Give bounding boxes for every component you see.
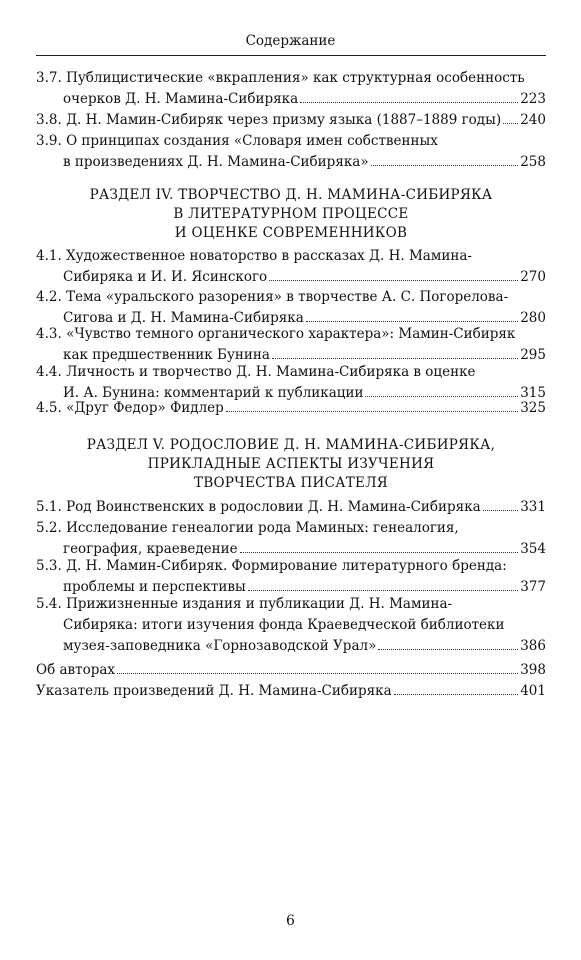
dot-leader (226, 411, 518, 412)
toc-entry-3-9[interactable] (36, 131, 546, 173)
section-title-line: ТВОРЧЕСТВА ПИСАТЕЛЯ (194, 475, 388, 491)
page-ref: 223 (520, 91, 546, 107)
entry-title-line: Публицистические «вкрапления» как структурная особенность (66, 70, 525, 86)
dot-leader (117, 673, 518, 674)
entry-number: 4.3. (36, 326, 62, 342)
page-ref: 325 (520, 400, 546, 416)
section-title-line: ПРИКЛАДНЫЕ АСПЕКТЫ ИЗУЧЕНИЯ (147, 456, 435, 472)
entry-number: 3.9. (36, 133, 62, 149)
section-4-title (36, 186, 546, 243)
header-rule (36, 55, 546, 56)
entry-title-line: Род Воинственских в родословии Д. Н. Мамина-Сибиряка (66, 499, 481, 515)
entry-title-line: И. А. Бунина: комментарий к публикации (63, 385, 364, 401)
page-ref: 386 (520, 638, 546, 654)
toc-entry-3-7[interactable] (36, 68, 546, 110)
entry-title-line: О принципах создания «Словаря имен собственных (66, 133, 438, 149)
entry-title-line: в произведениях Д. Н. Мамина-Сибиряка» (63, 154, 369, 170)
entry-title-line: Сигова и Д. Н. Мамина-Сибиряка (63, 310, 304, 326)
page-ref: 401 (520, 683, 546, 699)
dot-leader (300, 102, 518, 103)
dot-leader (306, 321, 518, 322)
entry-title-line: география, краеведение (63, 541, 238, 557)
entry-title-line: Д. Н. Мамин-Сибиряк через призму языка (1887–1889 годы) (66, 112, 502, 128)
entry-title-line: Указатель произведений Д. Н. Мамина-Сибиряка (36, 683, 392, 699)
dot-leader (365, 396, 518, 397)
toc-entry-4-2[interactable] (36, 287, 546, 329)
entry-title-line: «Чувство темного органического характера»: Мамин-Сибиряк (66, 326, 516, 342)
entry-title-line: Личность и творчество Д. Н. Мамина-Сибиряка в оценке (66, 364, 476, 380)
entry-number: 5.2. (36, 520, 62, 536)
running-head: Содержание (245, 33, 336, 49)
entry-title-line: Тема «уральского разорения» в творчестве А. С. Погорелова- (66, 289, 509, 305)
toc-entry-about-authors[interactable] (36, 660, 546, 681)
dot-leader (240, 552, 519, 553)
dot-leader (269, 280, 518, 281)
entry-number: 3.7. (36, 70, 62, 86)
page-ref: 295 (520, 347, 546, 363)
toc-entry-works-index[interactable] (36, 681, 546, 702)
page-ref: 398 (520, 662, 546, 678)
page-ref: 331 (520, 499, 546, 515)
toc-entry-5-2[interactable] (36, 518, 546, 560)
toc-entry-3-8[interactable] (36, 110, 546, 131)
entry-title-line: Сибиряка и И. И. Ясинского (63, 269, 268, 285)
entry-title-line: как предшественник Бунина (63, 347, 270, 363)
entry-number: 5.3. (36, 558, 62, 574)
section-title-line: РАЗДЕЛ V. РОДОСЛОВИЕ Д. Н. МАМИНА-СИБИРЯКА, (86, 437, 496, 453)
entry-title-line: Д. Н. Мамин-Сибиряк. Формирование литературного бренда: (66, 558, 507, 574)
page-ref: 315 (520, 385, 546, 401)
toc-entry-4-3[interactable] (36, 324, 546, 366)
entry-title-line: «Друг Федор» Фидлер (66, 400, 224, 416)
entry-title-line: Художественное новаторство в рассказах Д. Н. Мамина- (66, 248, 472, 264)
page-ref: 280 (520, 310, 546, 326)
entry-number: 4.2. (36, 289, 62, 305)
dot-leader (371, 165, 519, 166)
toc-entry-5-3[interactable] (36, 556, 546, 598)
entry-number: 5.1. (36, 499, 62, 515)
dot-leader (272, 358, 518, 359)
dot-leader (378, 649, 518, 650)
page-ref: 258 (520, 154, 546, 170)
entry-title-line: очерков Д. Н. Мамина-Сибиряка (63, 91, 299, 107)
toc-entry-4-5[interactable] (36, 398, 546, 419)
entry-title-line: Об авторах (36, 662, 116, 678)
page-ref: 354 (520, 541, 546, 557)
section-5-title (36, 436, 546, 493)
dot-leader (394, 694, 519, 695)
entry-title-line: проблемы и перспективы (63, 579, 246, 595)
entry-title-line: Сибиряка: итоги изучения фонда Краеведческой библиотеки (63, 617, 505, 633)
entry-number: 4.4. (36, 364, 62, 380)
entry-number: 5.4. (36, 596, 62, 612)
page-ref: 270 (520, 269, 546, 285)
dot-leader (483, 510, 519, 511)
page-ref: 377 (520, 579, 546, 595)
page-ref: 240 (520, 112, 546, 128)
dot-leader (503, 123, 518, 124)
section-title-line: И ОЦЕНКЕ СОВРЕМЕННИКОВ (174, 225, 408, 241)
entry-number: 3.8. (36, 112, 62, 128)
entry-title-line: Прижизненные издания и публикации Д. Н. Мамина- (66, 596, 453, 612)
toc-entry-4-1[interactable] (36, 246, 546, 288)
section-title-line: В ЛИТЕРАТУРНОМ ПРОЦЕССЕ (173, 206, 409, 222)
toc-entry-5-1[interactable] (36, 497, 546, 518)
dot-leader (248, 590, 519, 591)
entry-title-line: Исследование генеалогии рода Маминых: генеалогия, (66, 520, 459, 536)
entry-number: 4.1. (36, 248, 62, 264)
section-title-line: РАЗДЕЛ IV. ТВОРЧЕСТВО Д. Н. МАМИНА-СИБИРЯКА (89, 187, 493, 203)
page-number: 6 (286, 913, 295, 929)
entry-number: 4.5. (36, 400, 62, 416)
entry-title-line: музея-заповедника «Горнозаводской Урал» (63, 638, 377, 654)
toc-entry-5-4[interactable] (36, 594, 546, 657)
